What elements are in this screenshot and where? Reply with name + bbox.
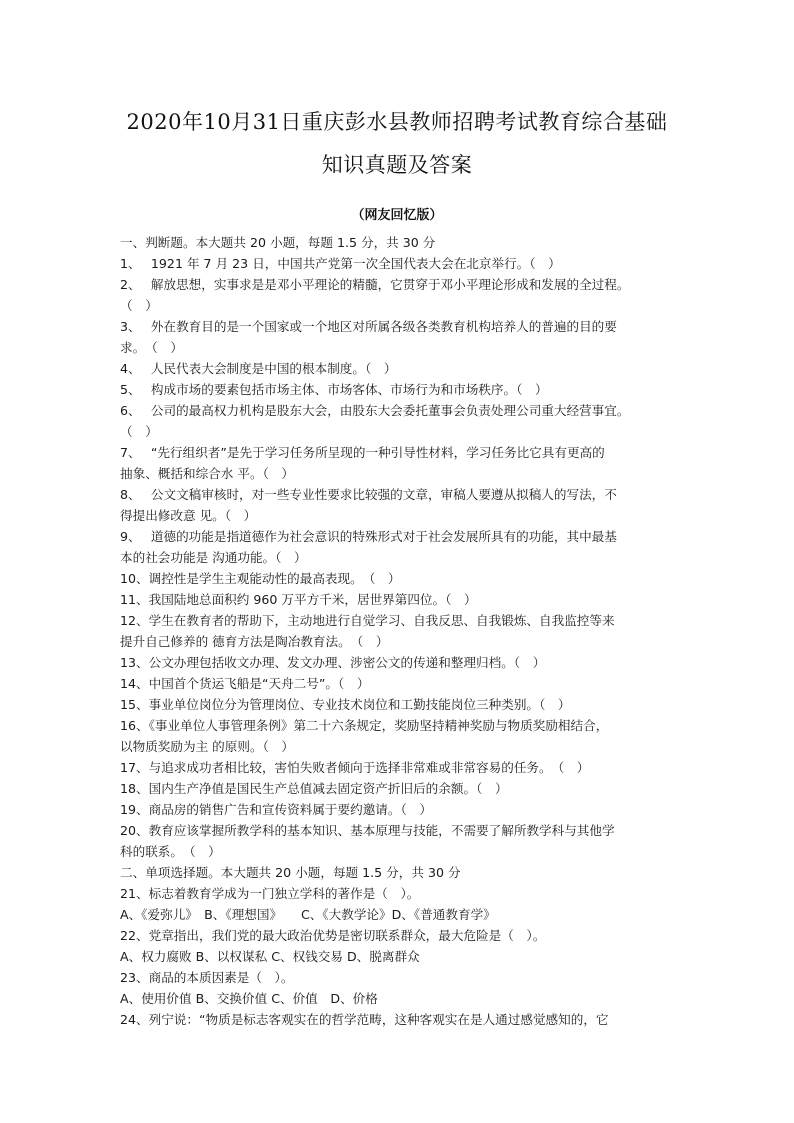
text-line: 7、 “先行组织者”是先于学习任务所呈现的一种引导性材料，学习任务比它具有更高的	[120, 445, 605, 460]
text-line: 13、公文办理包括收文办理、发文办理、涉密公文的传递和整理归档。（ ）	[120, 655, 546, 670]
text-line: 以物质奖励为主 的原则。（ ）	[120, 739, 295, 754]
text-line: A、《爱弥儿》 B、《理想国》 C、《大教学论》D、《普通教育学》	[120, 907, 496, 922]
text-line: 12、学生在教育者的帮助下，主动地进行自觉学习、自我反思、自我锻炼、自我监控等来	[120, 613, 615, 628]
text-line: 5、 构成市场的要素包括市场主体、市场客体、市场行为和市场秩序。（ ）	[120, 382, 548, 397]
text-line: 9、 道德的功能是指道德作为社会意识的特殊形式对于社会发展所具有的功能，其中最基	[120, 529, 617, 544]
text-line: 二、单项选择题。本大题共 20 小题，每题 1.5 分，共 30 分	[120, 865, 461, 880]
text-line: 本的社会功能是 沟通功能。（ ）	[120, 550, 307, 565]
text-line: A、权力腐败 B、以权谋私 C、权钱交易 D、脱离群众	[120, 949, 420, 964]
text-line: 24、列宁说：“物质是标志客观实在的哲学范畴，这种客观实在是人通过感觉感知的，它	[120, 1012, 609, 1027]
text-line: 14、中国首个货运飞船是“天舟二号”。（ ）	[120, 676, 370, 691]
text-line: 20、教育应该掌握所教学科的基本知识、基本原理与技能，不需要了解所教学科与其他学	[120, 823, 615, 838]
text-line: 17、与追求成功者相比较，害怕失败者倾向于选择非常难或非常容易的任务。 （ ）	[120, 760, 590, 775]
text-line: 科的联系。 （ ）	[120, 844, 221, 859]
document-body	[120, 232, 680, 1030]
text-line: 16、《事业单位人事管理条例》第二十六条规定，奖励坚持精神奖励与物质奖励相结合，	[120, 718, 609, 733]
text-line: 3、 外在教育目的是一个国家或一个地区对所属各级各类教育机构培养人的普遍的目的要	[120, 319, 617, 334]
text-line: 得提出修改意 见。（ ）	[120, 508, 257, 523]
text-line: 19、商品房的销售广告和宣传资料属于要约邀请。（ ）	[120, 802, 432, 817]
text-line: （ ）	[120, 298, 158, 313]
text-line: 11、我国陆地总面积约 960 万平方千米，居世界第四位。（ ）	[120, 592, 477, 607]
text-line: A、使用价值 B、交换价值 C、价值 D、价格	[120, 991, 378, 1006]
text-line: 求。 （ ）	[120, 340, 183, 355]
text-line: 23、商品的本质因素是（ ）。	[120, 970, 294, 985]
text-line: （ ）	[120, 424, 158, 439]
text-line: 6、 公司的最高权力机构是股东大会，由股东大会委托董事会负责处理公司重大经营事宜。	[120, 403, 630, 418]
text-line: 提升自己修养的 德育方法是陶冶教育法。 （ ）	[120, 634, 389, 649]
text-line: 18、国内生产净值是国民生产总值减去固定资产折旧后的余额。（ ）	[120, 781, 508, 796]
text-line: 22、党章指出，我们党的最大政治优势是密切联系群众，最大危险是（ ）。	[120, 928, 546, 943]
document-subtitle: （网友回忆版）	[351, 208, 443, 223]
text-line: 8、 公文文稿审核时，对一些专业性要求比较强的文章，审稿人要遵从拟稿人的写法，不	[120, 487, 617, 502]
text-line: 一、判断题。本大题共 20 小题，每题 1.5 分，共 30 分	[120, 235, 436, 250]
text-line: 1、 1921 年 7 月 23 日，中国共产党第一次全国代表大会在北京举行。（ ）	[120, 256, 561, 271]
text-line: 抽象、概括和综合水 平。（ ）	[120, 466, 295, 481]
document-title-line-1: 2020年10月31日重庆彭水县教师招聘考试教育综合基础	[126, 110, 668, 134]
text-line: 2、 解放思想，实事求是是邓小平理论的精髓，它贯穿于邓小平理论形成和发展的全过程。	[120, 277, 630, 292]
text-line: 21、标志着教育学成为一门独立学科的著作是（ ）。	[120, 886, 420, 901]
text-line: 10、调控性是学生主观能动性的最高表现。 （ ）	[120, 571, 401, 586]
document-title-line-2: 知识真题及答案	[321, 153, 473, 177]
text-line: 4、 人民代表大会制度是中国的根本制度。（ ）	[120, 361, 397, 376]
text-line: 15、事业单位岗位分为管理岗位、专业技术岗位和工勤技能岗位三种类别。（ ）	[120, 697, 571, 712]
